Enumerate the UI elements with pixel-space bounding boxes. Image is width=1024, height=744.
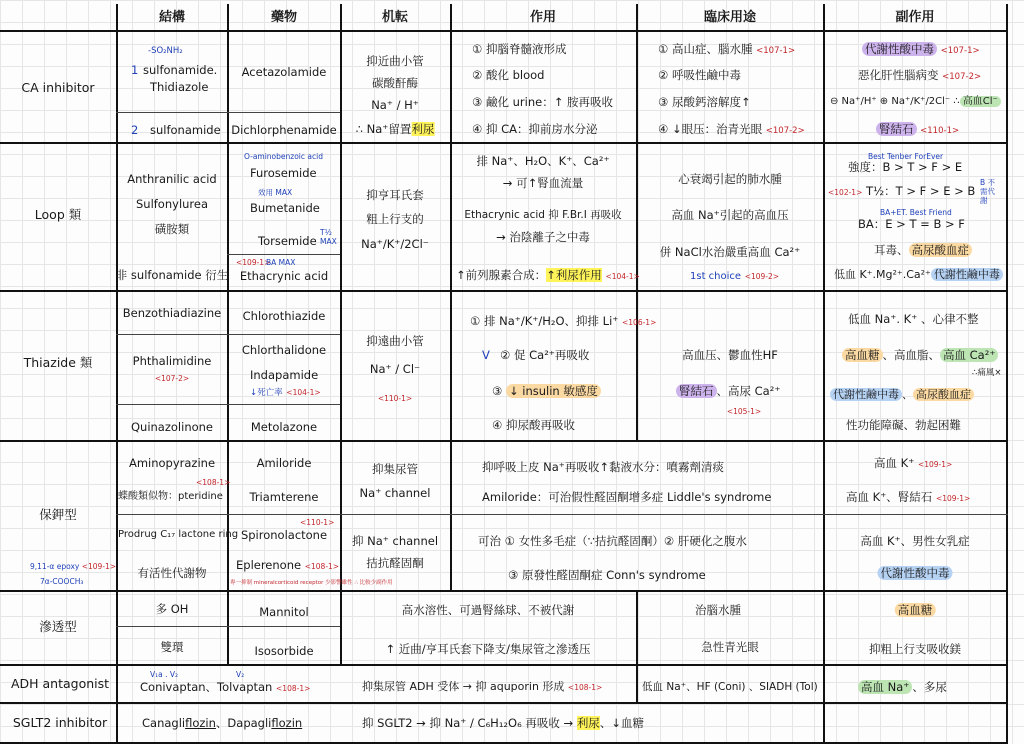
mechanism-text [356,122,435,136]
structure-note [30,560,116,574]
structure-note: 9,11-α epoxy [30,562,80,571]
drug-suffix: flozin [185,716,216,730]
exam-ref: <107-2> [765,126,805,136]
side-effect-note: Best Tenber ForEver [868,152,944,161]
class-label: Loop 類 [34,207,82,222]
drug-note: O-aminobenzoic acid [244,152,323,161]
side-effect-text: T½：T > F > E > B [866,184,976,198]
structure-name: Prodrug C₁₇ lactone ring [118,529,239,540]
side-effect-text: 、高血脂、 [882,348,940,362]
clinical-text [690,268,779,284]
side-effect-text: 低血 K⁺.Mg²⁺.Ca²⁺ [834,268,931,281]
action-text: → 可↑腎血流量 [502,176,584,190]
drug-name: Dapagli [227,716,272,730]
exam-ref: <105-1> [726,407,762,416]
highlight-text: 高尿酸血症 [909,243,973,257]
action-text: ③ 鹼化 urine：↑ 胺再吸收 [472,95,613,109]
exam-ref: <107-1> [756,46,796,56]
structure-name: 雙環 [160,640,184,654]
grid-line [116,626,340,627]
side-effect-text [842,348,998,362]
grid-line [116,4,118,744]
side-effect-note: B 不需代謝 [980,178,996,205]
exam-ref: <108-1> [567,683,603,692]
action-text [456,268,640,284]
mechanism-text: 抑 Na⁺ channel [351,534,439,548]
side-effect-text [878,566,953,580]
side-effect-note: ∴痛風× [972,368,1002,378]
grid-line [0,702,1008,704]
exam-ref: <108-1> [196,478,231,487]
class-label: SGLT2 inhibitor [12,715,108,730]
grid-line [116,30,1008,32]
exam-ref: <108-1> [276,684,311,693]
drug-name: Chlorothiazide [242,309,326,323]
clinical-text: 高血压、鬱血性HF [682,348,778,362]
grid-line [116,404,340,405]
exam-ref: <107-2> [942,72,982,82]
clinical-note: 1st choice [690,271,742,282]
drug-note: V₂ [236,670,245,679]
action-text: ↑ 近曲/亨耳氏套下降支/集尿管之滲透压 [385,642,591,656]
drug-suffix: flozin [271,716,303,730]
action-text: 、↓血糖 [599,716,644,730]
grid-line [0,142,1008,144]
grid-line [636,4,638,442]
clinical-text: 心衰竭引起的肺水腫 [678,172,782,186]
mechanism-text: Na⁺ channel [359,486,431,500]
class-label: 保鉀型 [39,507,77,522]
exam-ref: <104-1> [605,272,640,281]
mechanism-text: 抑集尿管 [372,462,418,476]
header-clinical-use: 臨床用途 [703,10,757,25]
class-label: CA inhibitor [21,80,95,95]
structure-number: 1 [131,63,139,77]
highlight-text: 高血糖 [842,348,883,362]
drug-name [142,716,302,730]
side-effect-text [858,680,947,694]
action-text: 抑集尿管 ADH 受体 → 抑 aquporin 形成 [362,680,565,693]
side-effect-text: 高血 K⁺、男性女乳症 [860,534,970,548]
highlight-text: 利尿 [576,716,600,730]
side-effect-text [895,603,936,617]
structure-name: 有活性代謝物 [137,566,207,580]
exam-ref: <109-2> [744,272,780,281]
header-action: 作用 [529,10,557,25]
action-text [362,716,644,730]
structure-name: 磺胺類 [154,222,190,236]
clinical-text: ② 呼吸性鹼中毒 [658,68,741,82]
side-effect-text: BA：E > T = B > F [858,217,965,231]
highlight-text: ↑利尿作用 [546,268,602,282]
drug-name: Conivaptan、Tolvaptan [140,680,273,694]
grid-line [116,334,340,335]
clinical-text [658,122,805,138]
mechanism-text: 碳酸酐酶 [372,76,418,90]
exam-ref: <102-1> [828,188,863,197]
mechanism-text: 抑亨耳氏套 [366,188,424,202]
exam-ref: <110-1> [377,394,413,403]
action-text: Ethacrynic acid 抑 F.Br.I 再吸收 [464,209,622,221]
clinical-text: 治腦水腫 [695,603,741,617]
side-effect-text: ⊖ Na⁺/H⁺ ⊕ Na⁺/K⁺/2Cl⁻ ∴ [830,96,960,107]
action-text: ↑前列腺素合成： [456,268,547,282]
drug-note: T½ MAX [320,228,337,246]
drug-name: Canagli [142,716,186,730]
grid-line [116,514,1008,515]
side-effect-text [846,490,970,506]
drug-note [250,384,321,400]
header-structure: 結構 [158,10,186,25]
drug-name [140,680,310,696]
action-text: ② 促 Ca²⁺再吸收 [500,348,590,362]
clinical-text: ③ 尿酸鈣溶解度↑ [658,95,751,109]
highlight-text: 利尿 [411,122,435,136]
structure-name: Thidiazole [150,80,209,94]
structure-name: sulfonamide. [143,63,218,77]
side-effect-text: 耳毒、 [874,243,909,257]
action-text [492,384,601,398]
highlight-text: 高血 Na⁺ [858,680,912,694]
action-text: ③ [492,384,503,398]
action-text: ② 酸化 blood [472,68,545,82]
exam-ref: <110-1> [920,126,960,136]
side-effect-text [848,160,962,174]
drug-note: V₁a . V₂ [150,670,179,679]
side-effect-text [876,122,959,138]
exam-ref: <104-1> [286,388,321,397]
grid-line [0,290,1008,292]
exam-ref: <107-1> [940,46,980,56]
action-text [470,314,656,330]
side-effect-text: B > T > F > E [882,160,963,174]
clinical-text: 低血 Na⁺、HF (Coni) 、SIADH (Tol) [642,681,818,693]
grid-line [450,4,452,592]
exam-ref: <106-1> [622,318,657,327]
mechanism-text: Na⁺/K⁺/2Cl⁻ [361,237,429,251]
drug-name [236,558,339,574]
clinical-text: 、高尿 Ca²⁺ [716,384,781,398]
structure-name: Aminopyrazine [128,456,216,470]
action-text: Amiloride：可治假性醛固酮增多症 Liddle's syndrome [482,490,772,504]
side-effect-text: 、多尿 [912,680,947,694]
clinical-text: 急性青光眼 [701,640,759,654]
mechanism-text: ∴ Na⁺留置 [355,122,412,136]
structure-name: 非 sulfonamide 衍生 [115,268,229,282]
side-effect-text: 、 [902,388,913,401]
mechanism-text: Na⁺ / H⁺ [371,98,419,112]
structure-note: 7α-COOCH₃ [40,577,84,586]
drug-note: BA MAX [266,258,296,267]
structure-note: -SO₂NH₂ [148,46,183,56]
drug-name: Dichlorphenamide [231,123,337,137]
check-mark: V [482,348,490,362]
action-text: → 治陰離子之中毒 [496,230,590,244]
exam-ref: <110-1> [300,518,335,527]
structure-name: Quinazolinone [130,420,214,434]
drug-name: Furosemide [250,166,317,180]
drug-name: Torsemide [258,234,317,248]
action-text: 高水溶性、可過腎絲球、不被代謝 [401,603,575,617]
drug-name: Indapamide [250,368,319,382]
grid-line [116,112,340,113]
exam-ref: <107-2> [154,374,190,383]
action-text: ③ 原發性醛固酮症 Conn's syndrome [508,568,706,582]
mechanism-text: 抑近曲小管 [366,54,424,68]
drug-name: Mannitol [259,605,309,619]
clinical-text: 高血 Na⁺引起的高血压 [671,208,789,222]
action-text [362,680,602,695]
side-effect-text: 強度： [848,160,883,174]
grid-line [340,4,342,666]
structure-number: 2 [131,123,139,137]
clinical-text [676,384,780,398]
side-effect-text: 低血 Na⁺. K⁺ 、心律不整 [848,312,979,326]
highlight-text: 代謝性酸中毒 [878,566,953,580]
grid-line [0,590,1008,592]
highlight-text: 高血糖 [895,603,936,617]
exam-ref: <109-1> [236,258,271,267]
drug-name: Isosorbide [254,644,314,658]
highlight-text: ↓ insulin 敏感度 [506,384,601,398]
mechanism-text: 抑遠曲小管 [366,334,424,348]
drug-note: 專一抑制 mineralcorticoid receptor 少影響雄性 ∴ 比較少副作用 [230,580,393,586]
mechanism-text: 拮抗醛固酮 [366,556,424,570]
structure-name: Benzothiadiazine [122,306,222,320]
highlight-text: 代謝性酸中毒 [862,42,937,56]
action-text: 排 Na⁺、H₂O、K⁺、Ca²⁺ [476,154,610,168]
grid-line [0,440,1008,442]
structure-name: sulfonamide [150,123,221,137]
action-text: 可治 ① 女性多毛症（∵拮抗醛固酮）② 肝硬化之腹水 [478,534,747,548]
drug-name: Ethacrynic acid [239,269,329,283]
clinical-text: 併 NaCl水治嚴重高血 Ca²⁺ [659,245,801,259]
drug-name: Eplerenone [236,558,302,572]
clinical-text [658,42,795,58]
grid-line [1006,4,1008,744]
side-effect-text: 高血 K⁺ [874,456,915,470]
drug-name: Acetazolamide [241,65,327,79]
action-text: 抑呼吸上皮 Na⁺再吸收↑黏液水分：噴霧劑清痰 [482,460,725,474]
side-effect-text: 高血 K⁺、腎結石 [846,490,933,504]
highlight-text: 代謝性鹼中毒 [931,268,1003,281]
drug-name: Bumetanide [250,201,320,215]
side-effect-text: 抑粗上行支吸收鎂 [869,642,961,656]
side-effect-text [862,42,980,58]
drug-name: Amiloride [256,456,312,470]
grid-line [0,30,116,32]
class-label: 滲透型 [39,619,77,634]
exam-ref: <109-1> [935,494,971,503]
separator: 、 [215,716,228,730]
highlight-text: 高尿酸血症 [913,388,974,401]
clinical-text: ① 高山症、腦水腫 [658,42,753,56]
grid-line [636,592,638,702]
structure-name: 多 OH [155,602,189,616]
drug-name: Spironolactone [240,528,328,542]
highlight-text: 高血 Ca²⁺ [940,348,998,362]
side-effect-text [858,68,981,84]
drug-name: Triamterene [249,490,319,504]
header-drug: 藥物 [270,10,298,25]
side-effect-text [874,243,972,257]
action-text: ① 排 Na⁺/K⁺/H₂O、抑排 Li⁺ [470,314,619,328]
side-effect-text [834,268,1003,282]
class-label: Thiazide 類 [23,355,93,370]
grid-line [227,4,229,666]
mechanism-text: 粗上行支的 [366,212,424,226]
highlight-text: 代謝性鹼中毒 [830,388,902,401]
clinical-text: ④ ↓眼压：治青光眼 [658,122,763,136]
side-effect-text: 惡化肝性腦病变 [858,68,939,82]
grid-line [823,4,825,742]
exam-ref: <109-1> [81,562,117,571]
highlight-text: 高血Cl⁻ [960,96,1001,107]
grid-line [227,254,340,255]
grid-line [0,664,1008,666]
structure-name: Sulfonylurea [135,197,209,211]
structure-name: Anthranilic acid [127,172,217,186]
side-effect-text: 性功能障礙、勃起困難 [846,418,961,432]
highlight-text: 腎結石 [876,122,917,136]
drug-name: Chlorthalidone [241,343,327,357]
side-effect-text [830,95,1001,109]
drug-name: Metolazone [250,420,318,434]
structure-name: 蝶酸類似物：pteridine [118,491,223,502]
mechanism-text: Na⁺ / Cl⁻ [369,362,421,376]
structure-name: Phthalimidine [132,354,212,368]
action-text: ④ 抑尿酸再吸收 [492,418,575,432]
exam-ref: <109-1> [917,460,953,469]
side-effect-text [830,388,974,402]
action-text: 抑 SGLT2 → 抑 Na⁺ / C₆H₁₂O₆ 再吸收 → [362,716,574,730]
exam-ref: <108-1> [304,562,340,571]
side-effect-note: BA+ET. Best Friend [880,208,952,217]
drug-note: ↓死亡率 [250,388,283,398]
header-side-effects: 副作用 [895,10,935,25]
action-text: ④ 抑 CA：抑前房水分泌 [472,122,598,136]
action-text: ① 抑腦脊髓液形成 [472,42,567,56]
class-label: ADH antagonist [10,676,110,691]
highlight-text: 腎結石 [676,384,717,398]
header-mechanism: 机転 [381,10,409,25]
drug-note: 效用 MAX [258,188,293,197]
side-effect-text [874,456,952,472]
